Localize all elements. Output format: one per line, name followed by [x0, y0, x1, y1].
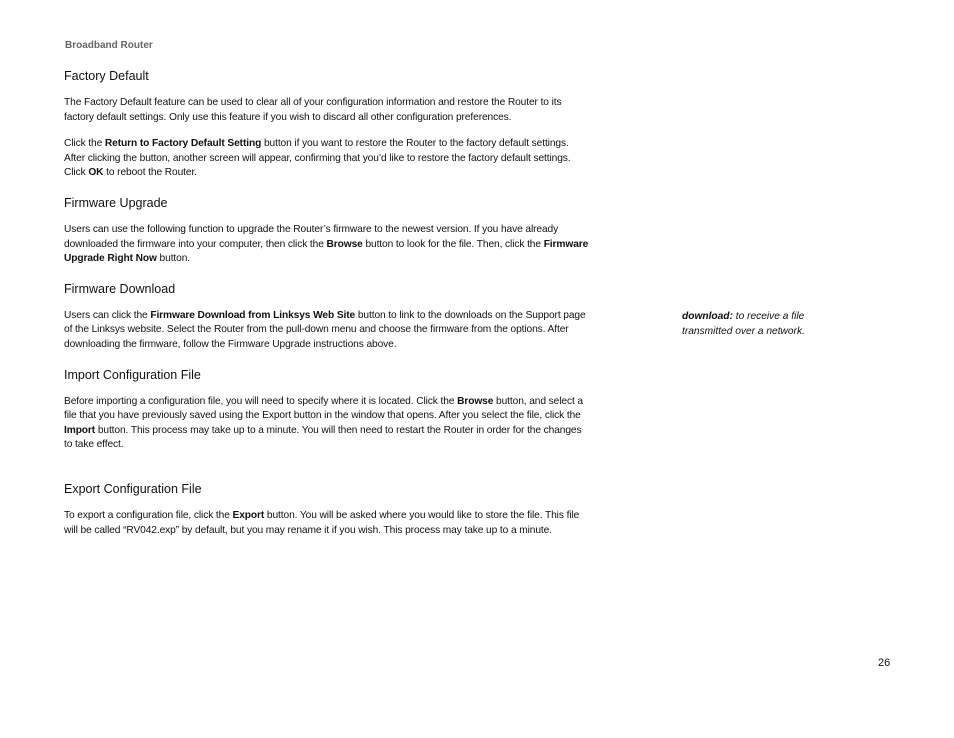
- text-run: button, and select a file that you have previously saved using the Export button in the window that opens. After you select the file, click the: [64, 395, 583, 422]
- heading-firmware-download: Firmware Download: [64, 281, 176, 296]
- text-run: button to look for the file. Then, click the: [362, 238, 544, 250]
- heading-import-config: Import Configuration File: [64, 367, 201, 382]
- main-content: [64, 68, 589, 538]
- firmware-download-paragraph: [64, 309, 589, 353]
- heading-export-config: Export Configuration File: [64, 481, 202, 496]
- factory-default-paragraph-1: The Factory Default feature can be used to clear all of your configuration information and restore the Router to its factory default settings. Only use this feature if you wish to discard all other configuration preferences.: [64, 97, 562, 123]
- bold-term-ok: OK: [88, 167, 104, 179]
- bold-term-export: Export: [232, 509, 265, 521]
- bold-term-import: Import: [64, 424, 96, 436]
- factory-default-paragraph-2: [64, 137, 589, 181]
- text-run: Before importing a configuration file, you will need to specify where it is located. Click the: [64, 395, 458, 407]
- text-run: button to link to the downloads on the Support page of the Linksys website. Select the Router from the pull-down menu and choose the firmware from the options. After downloading the firmware, follow the Firmware Upgrade instructions above.: [64, 309, 586, 350]
- bold-term-browse: Browse: [457, 395, 494, 407]
- bold-term-download-linksys: Firmware Download from Linksys Web Site: [150, 309, 356, 321]
- text-run: button if you want to restore the Router to the factory default settings. After clicking the button, another screen will appear, confirming that you’d like to restore the factory default settings. Click: [64, 138, 571, 179]
- text-run: button. You will be asked where you would like to store the file. This file will be called “RV042.exp” by default, but you may rename it if you wish. This process may take up to a minute.: [64, 509, 580, 536]
- bold-term-upgrade-now: Firmware Upgrade Right Now: [64, 238, 589, 265]
- page-number: 26: [878, 657, 891, 669]
- text-run: button. This process may take up to a minute. You will then need to restart the Router in order for the changes to take effect.: [64, 424, 582, 451]
- text-run: To export a configuration file, click the: [64, 509, 233, 521]
- import-config-paragraph: [64, 395, 589, 453]
- glossary-definition: to receive a file transmitted over a network.: [682, 311, 805, 337]
- heading-firmware-upgrade: Firmware Upgrade: [64, 195, 168, 210]
- firmware-upgrade-paragraph: [64, 223, 589, 267]
- text-run: Users can click the: [64, 309, 151, 321]
- heading-factory-default: Factory Default: [64, 69, 149, 83]
- glossary-sidenote: [682, 310, 832, 339]
- bold-term-browse: Browse: [326, 238, 363, 250]
- glossary-term: download:: [682, 311, 733, 322]
- text-run: Click the: [64, 138, 105, 150]
- text-run: Users can use the following function to upgrade the Router’s firmware to the newest version. If you have already downloaded the firmware into your computer, then click the: [64, 223, 559, 250]
- running-header: Broadband Router: [65, 40, 153, 51]
- bold-term-reset-button: Return to Factory Default Setting: [104, 138, 262, 150]
- text-run: button.: [156, 253, 191, 265]
- text-run: to reboot the Router.: [103, 167, 197, 179]
- export-config-paragraph: [64, 509, 589, 538]
